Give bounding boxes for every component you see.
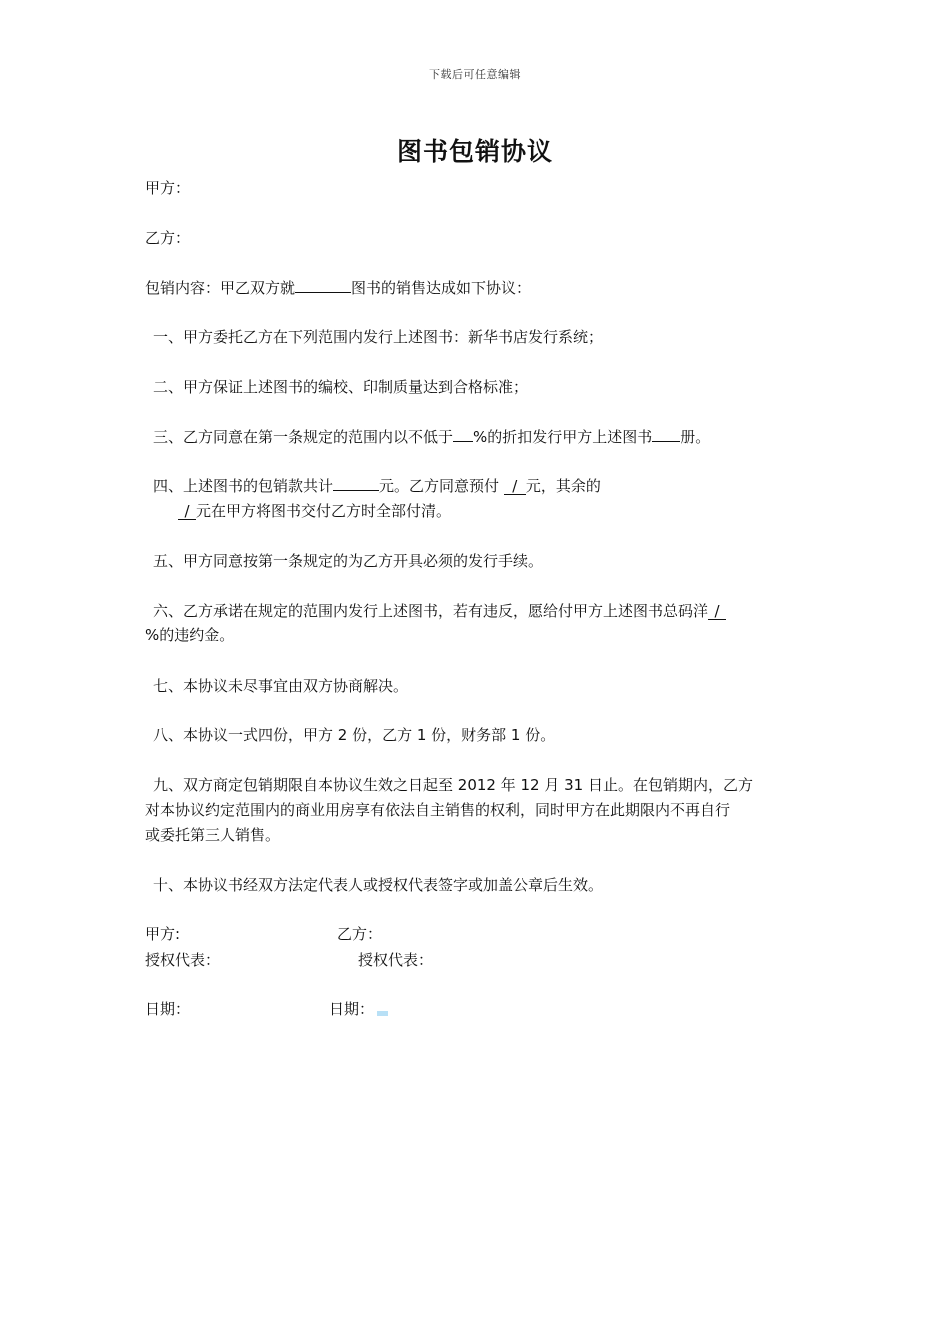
penalty-blank: / — [708, 603, 726, 620]
clause-7: 七、本协议未尽事宜由双方协商解决。 — [153, 677, 409, 695]
clause-9-line-3: 或委托第三人销售。 — [145, 826, 281, 844]
highlight-mark — [377, 1011, 388, 1016]
clause-1: 一、甲方委托乙方在下列范围内发行上述图书：新华书店发行系统； — [153, 328, 604, 346]
clause-4-part-2: 元。乙方同意预付 — [379, 477, 500, 495]
total-amount-blank — [333, 490, 379, 491]
signature-date-b: 日期： — [329, 1000, 375, 1018]
clause-6-line-2: %的违约金。 — [145, 626, 235, 644]
signature-rep-b: 授权代表： — [358, 951, 434, 969]
content-prefix: 包销内容：甲乙双方就 — [145, 279, 296, 297]
clause-4-line-1 — [153, 474, 601, 498]
clause-9-line-2: 对本协议约定范围内的商业用房享有依法自主销售的权利，同时甲方在此期限内不再自行 — [145, 801, 731, 819]
content-suffix: 图书的销售达成如下协议： — [351, 279, 532, 297]
clause-8: 八、本协议一式四份，甲方 2 份，乙方 1 份，财务部 1 份。 — [153, 726, 556, 744]
party-a-label: 甲方： — [145, 179, 191, 197]
party-b-label: 乙方： — [145, 229, 191, 247]
clause-6-line-1 — [153, 599, 726, 623]
header-note: 下载后可任意编辑 — [429, 68, 521, 81]
book-name-blank — [295, 292, 351, 293]
clause-3 — [153, 425, 710, 449]
clause-6-part-1: 六、乙方承诺在规定的范围内发行上述图书，若有违反，愿给付甲方上述图书总码洋 — [153, 602, 709, 620]
signature-date-a: 日期： — [145, 1000, 191, 1018]
clause-4-line-2 — [178, 499, 451, 523]
signature-party-b: 乙方： — [337, 925, 383, 943]
content-line — [145, 276, 531, 300]
copies-blank — [652, 441, 680, 442]
signature-rep-a: 授权代表： — [145, 951, 221, 969]
discount-blank — [453, 441, 473, 442]
clause-4-part-4: 元在甲方将图书交付乙方时全部付清。 — [196, 502, 452, 520]
signature-party-a: 甲方: — [145, 925, 181, 943]
clause-2: 二、甲方保证上述图书的编校、印制质量达到合格标准； — [153, 378, 529, 396]
clause-3-part-2: %的折扣发行甲方上述图书 — [473, 428, 653, 446]
clause-4-part-3: 元，其余的 — [525, 477, 601, 495]
clause-10: 十、本协议书经双方法定代表人或授权代表签字或加盖公章后生效。 — [153, 876, 604, 894]
clause-3-part-3: 册。 — [680, 428, 711, 446]
clause-9-line-1: 九、双方商定包销期限自本协议生效之日起至 2012 年 12 月 31 日止。在包销期内，乙方 — [153, 776, 753, 794]
document-title: 图书包销协议 — [396, 137, 553, 166]
remainder-blank: / — [178, 503, 196, 520]
prepay-blank: / — [504, 478, 526, 495]
clause-3-part-1: 三、乙方同意在第一条规定的范围内以不低于 — [153, 428, 454, 446]
clause-4-part-1: 四、上述图书的包销款共计 — [153, 477, 334, 495]
clause-5: 五、甲方同意按第一条规定的为乙方开具必须的发行手续。 — [153, 552, 544, 570]
signature-date-b-row — [329, 997, 388, 1021]
